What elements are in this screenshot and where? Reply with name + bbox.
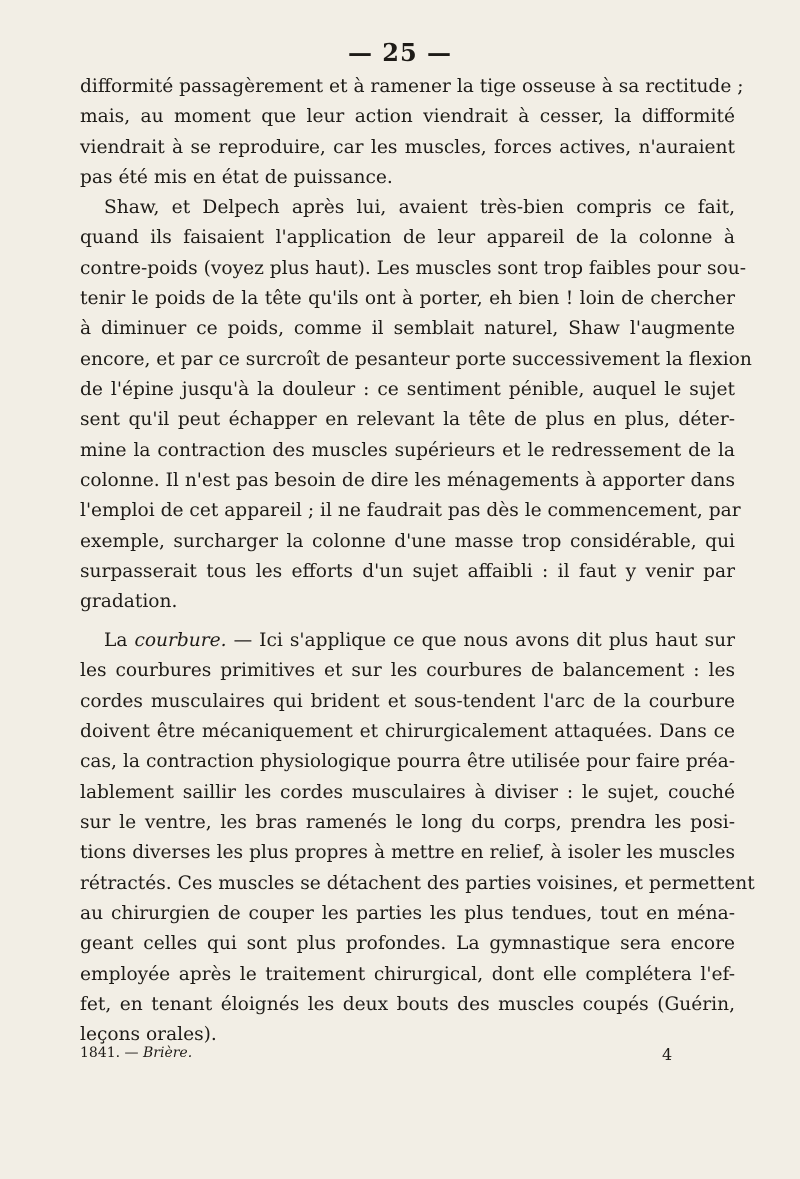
page-number: — 25 — (347, 38, 453, 67)
text-line: geant celles qui sont plus profondes. La gymnastique sera encore (80, 933, 735, 955)
text-line: viendrait à se reproduire, car les muscles, forces actives, n'auraient (80, 136, 735, 158)
text-line: quand ils faisaient l'application de leur appareil de la colonne à (80, 227, 735, 249)
text-line: de l'épine jusqu'à la douleur : ce sentiment pénible, auquel le sujet (80, 379, 735, 401)
signature-author: Brière. (142, 1045, 193, 1061)
text-line: tions diverses les plus propres à mettre en relief, à isoler les muscles (80, 842, 735, 864)
text-line: les courbures primitives et sur les courbures de balancement : les (80, 660, 735, 682)
text-line: lablement saillir les cordes musculaires à diviser : le sujet, couché (80, 781, 735, 803)
text-line: colonne. Il n'est pas besoin de dire les ménagements à apporter dans (80, 470, 735, 492)
text-line: gradation. (80, 591, 178, 613)
text-line: à diminuer ce poids, comme il semblait naturel, Shaw l'augmente (80, 318, 735, 340)
text-line: tenir le poids de la tête qu'ils ont à porter, eh bien ! loin de chercher (80, 288, 735, 310)
text-line: mine la contraction des muscles supérieurs et le redressement de la (80, 439, 735, 461)
text-line: difformité passagèrement et à ramener la tige osseuse à sa rectitude ; (80, 76, 744, 97)
section-lead: La (104, 630, 135, 651)
signature-mark: 4 (662, 1045, 673, 1064)
text-line: employée après le traitement chirurgical, dont elle complétera l'ef- (80, 963, 735, 985)
text-line: fet, en tenant éloignés les deux bouts des muscles coupés (Guérin, (80, 994, 735, 1016)
text-line: encore, et par ce surcroît de pesanteur porte successivement la flexion (80, 348, 752, 370)
signature-year: 1841. — (80, 1045, 143, 1061)
text-line: sur le ventre, les bras ramenés le long du corps, prendra les posi- (80, 812, 735, 834)
text-line: doivent être mécaniquement et chirurgicalement attaquées. Dans ce (80, 721, 735, 743)
paragraph-continuation (80, 72, 744, 193)
text-line: contre-poids (voyez plus haut). Les muscles sont trop faibles pour sou- (80, 257, 746, 279)
text-line: exemple, surcharger la colonne d'une masse trop considérable, qui (80, 530, 735, 552)
text-line: rétractés. Ces muscles se détachent des parties voisines, et permettent (80, 872, 755, 894)
text-line: surpasserait tous les efforts d'un sujet affaibli : il faut y venir par (80, 561, 735, 583)
text-line: Shaw, et Delpech après lui, avaient très-bien compris ce fait, (104, 197, 735, 218)
text-line: l'emploi de cet appareil ; il ne faudrait pas dès le commencement, par (80, 500, 741, 522)
section-first-line: — Ici s'applique ce que nous avons dit plus haut sur (226, 630, 736, 651)
text-line: pas été mis en état de puissance. (80, 167, 393, 189)
text-line: leçons orales). (80, 1024, 217, 1046)
section-heading-line (80, 626, 735, 656)
section-title: courbure. (134, 630, 227, 651)
paragraph-courbure (80, 626, 755, 1051)
text-line: cordes musculaires qui brident et sous-tendent l'arc de la courbure (80, 690, 735, 712)
text-line: cas, la contraction physiologique pourra être utilisée pour faire préa- (80, 751, 735, 773)
text-line: sent qu'il peut échapper en relevant la tête de plus en plus, déter- (80, 409, 735, 431)
text-line: au chirurgien de couper les parties les plus tendues, tout en ména- (80, 903, 735, 925)
paragraph-shaw (80, 193, 752, 618)
text-line: mais, au moment que leur action viendrait à cesser, la difformité (80, 106, 735, 128)
printer-signature (80, 1045, 192, 1061)
